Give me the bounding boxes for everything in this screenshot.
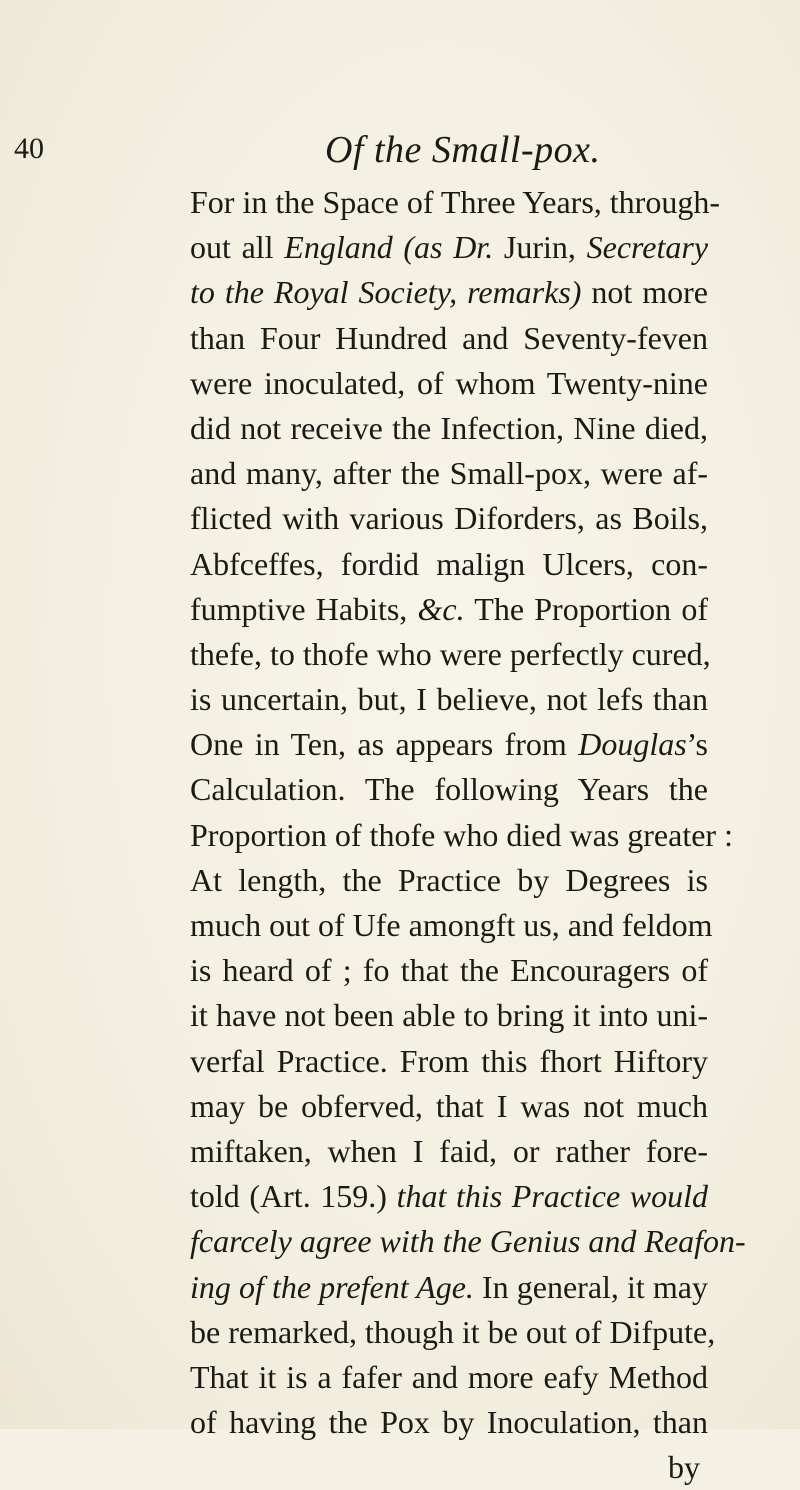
text-run: For in the Space of Three Years, through- bbox=[190, 184, 720, 220]
text-run: miftaken, when I faid, or rather fore- bbox=[190, 1132, 708, 1169]
text-line bbox=[190, 496, 708, 541]
page-number: 40 bbox=[14, 132, 44, 165]
text-run: of having the Pox by Inoculation, than bbox=[190, 1404, 708, 1441]
text-run: Jurin, bbox=[493, 229, 587, 266]
text-run: That it is a fafer and more eafy Method bbox=[190, 1358, 708, 1395]
text-run: At length, the Practice by Degrees is bbox=[190, 861, 708, 898]
italic-text-run: fcarcely agree with the Genius and Reafon- bbox=[190, 1223, 746, 1260]
text-line bbox=[190, 180, 720, 225]
italic-text-run: Secretary bbox=[586, 229, 709, 266]
text-run: ’s bbox=[686, 726, 708, 763]
text-line bbox=[190, 1445, 708, 1490]
text-run: and many, after the Small-pox, were af- bbox=[190, 455, 708, 492]
body-text bbox=[190, 180, 746, 1490]
text-line bbox=[190, 632, 711, 677]
text-run: The Proportion of bbox=[464, 590, 709, 627]
text-line bbox=[190, 270, 708, 315]
italic-text-run: &c. bbox=[417, 590, 465, 627]
text-line bbox=[190, 1039, 708, 1084]
text-line bbox=[190, 225, 708, 270]
text-line bbox=[190, 903, 713, 948]
text-run: is heard of ; fo that the Encouragers of bbox=[190, 952, 708, 989]
text-run: than Four Hundred and Seventy-feven bbox=[190, 319, 708, 356]
text-run: did not receive the Infection, Nine died, bbox=[190, 409, 708, 446]
text-run: Proportion of thofe who died was greater : bbox=[190, 816, 733, 853]
text-run: it have not been able to bring it into uni- bbox=[190, 997, 708, 1034]
text-run: may be obferved, that I was not much bbox=[190, 1087, 708, 1124]
text-run: out all bbox=[190, 229, 285, 266]
running-title: Of the Small-pox. bbox=[325, 129, 601, 171]
text-line bbox=[190, 361, 708, 406]
text-run: were inoculated, of whom Twenty-nine bbox=[190, 364, 708, 401]
text-line bbox=[190, 767, 708, 812]
italic-text-run: to the Royal Society, remarks) bbox=[190, 274, 582, 311]
text-line bbox=[190, 813, 733, 858]
text-line bbox=[190, 1174, 708, 1219]
text-line bbox=[190, 406, 708, 451]
text-line bbox=[190, 316, 708, 361]
text-run: One in Ten, as appears from bbox=[190, 726, 579, 763]
text-run: much out of Ufe amongft us, and feldom bbox=[190, 907, 713, 943]
text-run: told (Art. 159.) bbox=[190, 1178, 397, 1215]
text-line bbox=[190, 1084, 708, 1129]
text-run: thefe, to thofe who were perfectly cured, bbox=[190, 635, 711, 672]
text-run: is uncertain, but, I believe, not lefs than bbox=[190, 681, 708, 718]
italic-text-run: England (as Dr. bbox=[284, 229, 494, 266]
text-line bbox=[190, 587, 708, 632]
text-line bbox=[190, 1265, 708, 1310]
text-line bbox=[190, 1129, 708, 1174]
text-line bbox=[190, 542, 708, 587]
text-run: Calculation. The following Years the bbox=[190, 771, 708, 808]
text-line bbox=[190, 1310, 716, 1355]
text-run: fumptive Habits, bbox=[190, 590, 418, 627]
text-line bbox=[190, 677, 708, 722]
text-run: flicted with various Diforders, as Boils, bbox=[190, 500, 708, 537]
italic-text-run: that this Practice would bbox=[396, 1178, 709, 1215]
text-run: not more bbox=[581, 274, 708, 311]
text-line bbox=[190, 1400, 708, 1445]
text-line bbox=[190, 858, 708, 903]
text-line bbox=[190, 1219, 746, 1264]
text-run: by bbox=[668, 1449, 700, 1486]
text-run: be remarked, though it be out of Difpute, bbox=[190, 1313, 716, 1350]
italic-text-run: Douglas bbox=[578, 726, 687, 763]
text-line bbox=[190, 451, 708, 496]
text-line bbox=[190, 1355, 708, 1400]
text-line bbox=[190, 948, 708, 993]
text-run: verfal Practice. From this fhort Hiftory bbox=[190, 1042, 708, 1079]
text-run: Abfceffes, fordid malign Ulcers, con- bbox=[190, 545, 708, 582]
italic-text-run: ing of the prefent Age. bbox=[190, 1268, 474, 1305]
text-run: In general, it may bbox=[473, 1268, 708, 1305]
text-line bbox=[190, 993, 708, 1038]
text-line bbox=[190, 722, 708, 767]
